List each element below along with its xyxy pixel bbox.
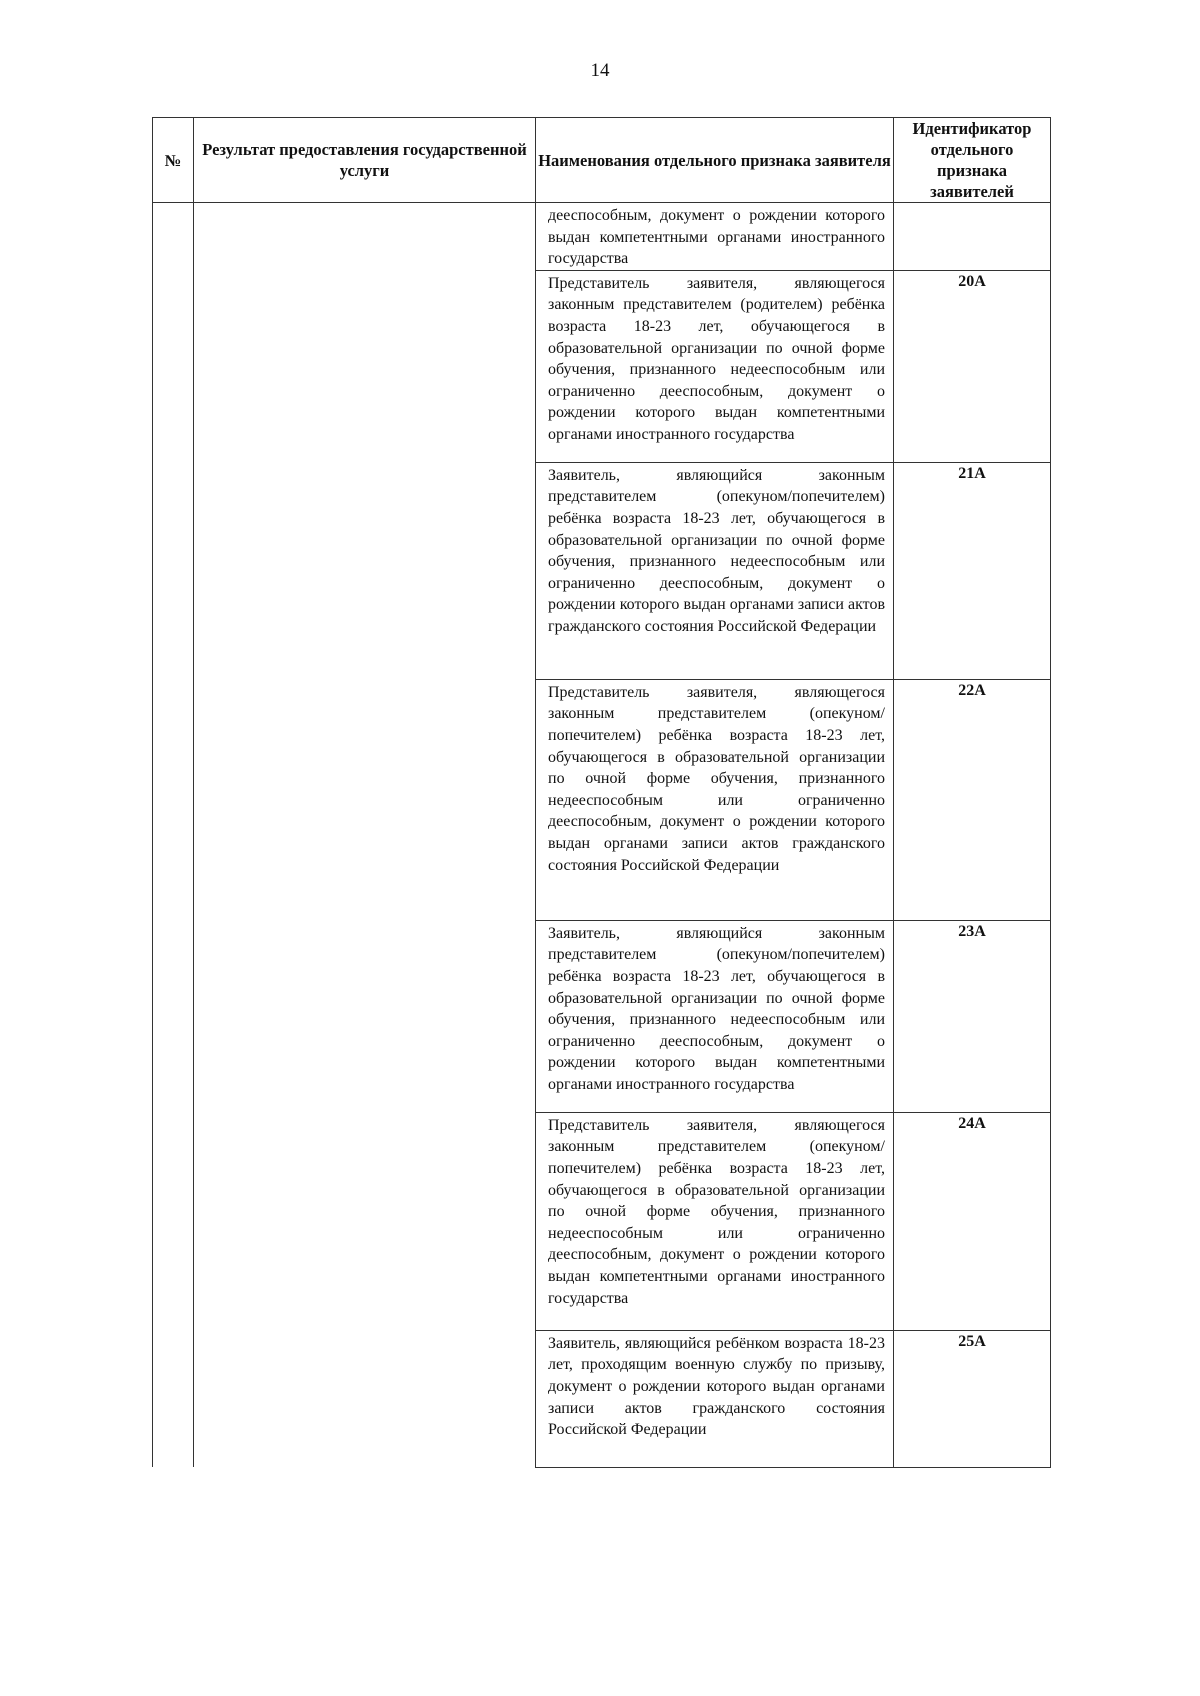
attribute-text: Заявитель, являющийся законным представителем (опекуном/попечителем) ребёнка возраста 18-23 лет, обучающегося в образовательной организации по очной форме обучения, признанного недееспособным или ограниченно дееспособным, документ о рождении которого выдан компетентными органами иностранного государства [548, 924, 885, 1093]
identifier-cell [894, 1112, 1051, 1330]
attribute-name-cell [536, 203, 894, 271]
table-row [153, 203, 1051, 271]
identifier-cell [894, 920, 1051, 1112]
attribute-name-cell [536, 920, 894, 1112]
attribute-name-cell [536, 462, 894, 679]
page-number: 14 [590, 60, 610, 81]
identifier-text: 20А [958, 272, 986, 290]
attribute-name-cell [536, 270, 894, 462]
attribute-text: Заявитель, являющийся ребёнком возраста 18-23 лет, проходящим военную службу по призыву, документ о рождении которого выдан органами записи актов гражданского состояния Российской Федерации [548, 1334, 885, 1439]
header-result: Результат предоставления государственной услуги [194, 118, 536, 203]
applicant-attributes-table [152, 117, 1051, 1468]
attribute-text: дееспособным, документ о рождении которого выдан компетентными органами иностранного государства [548, 207, 885, 268]
result-cell [194, 203, 536, 1468]
identifier-text: 24А [958, 1114, 986, 1132]
attribute-name-cell [536, 1330, 894, 1467]
identifier-text: 25А [958, 1332, 986, 1350]
attribute-name-cell [536, 1112, 894, 1330]
identifier-cell [894, 462, 1051, 679]
identifier-text: 23А [958, 922, 986, 940]
identifier-cell [894, 679, 1051, 920]
number-cell [153, 203, 194, 1468]
identifier-cell [894, 203, 1051, 271]
attribute-name-cell [536, 679, 894, 920]
identifier-cell [894, 270, 1051, 462]
attribute-text: Представитель заявителя, являющегося законным представителем (родителем) ребёнка возраста 18-23 лет, обучающегося в образовательной организации по очной форме обучения, признанного недееспособным или ограниченно дееспособным, документ о рождении которого выдан компетентными органами иностранного государства [548, 274, 885, 443]
identifier-text [894, 203, 1050, 205]
attribute-text: Представитель заявителя, являющегося законным представителем (опекуном/попечителем) ребёнка возраста 18-23 лет, обучающегося в образовательной организации по очной форме обучения, признанного недееспособным или ограниченно дееспособным, документ о рождении которого выдан органами записи актов гражданского состояния Российской Федерации [548, 683, 885, 874]
header-attribute-name: Наименования отдельного признака заявителя [536, 118, 894, 203]
attribute-text: Заявитель, являющийся законным представителем (опекуном/попечителем) ребёнка возраста 18-23 лет, обучающегося в образовательной организации по очной форме обучения, признанного недееспособным или ограниченно дееспособным, документ о рождении которого выдан органами записи актов гражданского состояния Российской Федерации [548, 466, 885, 635]
header-number: № [153, 118, 194, 203]
attribute-text: Представитель заявителя, являющегося законным представителем (опекуном/попечителем) ребёнка возраста 18-23 лет, обучающегося в образовательной организации по очной форме обучения, признанного недееспособным или ограниченно дееспособным, документ о рождении которого выдан компетентными органами иностранного государства [548, 1116, 885, 1307]
identifier-text: 22А [958, 681, 986, 699]
identifier-text: 21А [958, 464, 986, 482]
header-identifier: Идентификатор отдельного признака заявителей [894, 118, 1051, 203]
table-header-row [153, 118, 1051, 203]
identifier-cell [894, 1330, 1051, 1467]
